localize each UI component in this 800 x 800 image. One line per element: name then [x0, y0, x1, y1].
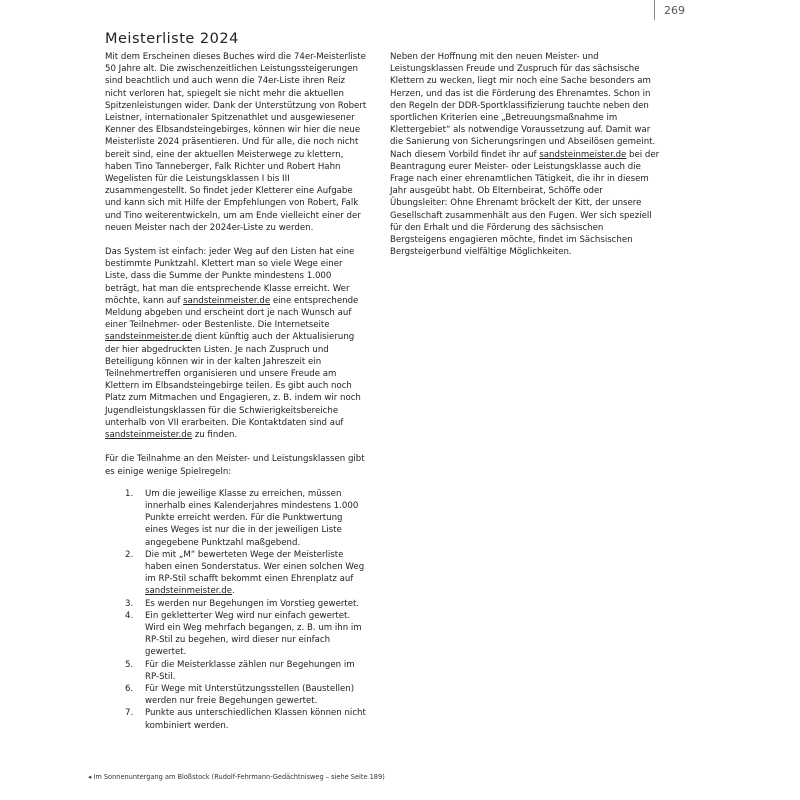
system-text-c: dient künftig auch der Aktualisierung der hier abgedruckten Listen. Je nach Zuspruch und Beteiligung können wir in der kalten Jahreszeit ein Teilnehmertreffen organisieren und unsere Freude am Klettern im Elbsandsteingebirge teilen. Es gibt auch noch Platz zum Mitmachen und Engagieren, z. B. indem wir noch Jugendleistungsklassen für die Schwierigkeitsbereiche unterhalb von VII erarbeiten. Die Kontaktdaten sind auf: [105, 332, 361, 428]
rule-number: 7.: [125, 708, 134, 719]
list-item: [105, 598, 367, 610]
rule-text: Die mit „M“ bewerteten Wege der Meisterliste haben einen Sonderstatus. Wer einen solchen Weg im RP-Stil schafft bekommt einen Ehrenplatz auf: [145, 549, 365, 585]
list-item: [105, 549, 367, 598]
intro-paragraph: Mit dem Erscheinen dieses Buches wird die 74er-Meisterliste 50 Jahre alt. Die zwischenzeitlichen Leistungssteigerungen sind beachtlich und auch wenn die 74er-Liste ihren Reiz nicht verloren hat, spiegelt sie nicht mehr die aktuellen Spitzenleistungen wider. Dank der Unterstützung von Robert Leistner, internationaler Spitzenathlet und ausgewiesener Kenner des Elbsandsteingebirges, können wir hier die neue Meisterliste 2024 präsentieren. Und für alle, die noch nicht bereit sind, eine der aktuellen Meisterwege zu klettern, haben Tino Tanneberger, Falk Richter und Robert Hahn Wegelisten für die Leistungsklassen I bis III zusammengestellt. So findet jeder Kletterer eine Aufgabe und kann sich mit Hilfe der Empfehlungen von Robert, Falk und Tino weiterentwickeln, um am Ende vielleicht einer der neuen Meister nach der 2024er-Liste zu werden.: [105, 52, 367, 233]
sandsteinmeister-link[interactable]: sandsteinmeister.de: [145, 586, 233, 597]
rule-number: 4.: [125, 610, 134, 621]
sandsteinmeister-link[interactable]: sandsteinmeister.de: [105, 430, 193, 441]
system-paragraph: [105, 246, 367, 441]
system-text-b: eine entsprechende Meldung abgeben und erscheint dort je nach Wunsch auf einer Teilnehmer- oder Bestenliste. Die Internetseite: [105, 295, 359, 331]
rules-intro-paragraph: Für die Teilnahme an den Meister- und Leistungsklassen gibt es einige wenige Spielregeln:: [105, 454, 365, 477]
rule-number: 1.: [125, 488, 134, 499]
rule-number: 3.: [125, 598, 134, 609]
rule-text: Es werden nur Begehungen im Vorstieg gewertet.: [145, 598, 360, 609]
volunteer-text-a: Neben der Hoffnung mit den neuen Meister- und Leistungsklassen Freude und Zuspruch für das sächsische Klettern zu wecken, liegt mir noch eine Sache besonders am Herzen, und das ist die Förderung des Ehrenamtes. Schon in den Regeln der DDR-Sportklassifizierung tauchte neben den sportlichen Kriterien eine „Betreuungsmaßnahme im Klettergebiet“ als notwendige Voraussetzung auf. Damit war die Sanierung von Sicherungsringen und Abseilösen gemeint. Nach diesem Vorbild findet ihr auf: [390, 52, 656, 160]
sandsteinmeister-link[interactable]: sandsteinmeister.de: [539, 149, 627, 160]
photo-caption: ◂ Im Sonnenuntergang am Bloßstock (Rudolf-Fehrmann-Gedächtnisweg – siehe Seite 189): [88, 773, 385, 781]
rules-list: [105, 488, 367, 732]
right-column: [390, 51, 662, 270]
list-item: [105, 610, 367, 659]
sandsteinmeister-link[interactable]: sandsteinmeister.de: [105, 332, 193, 343]
rule-text: Ein gekletterter Weg wird nur einfach gewertet. Wird ein Weg mehrfach begangen, z. B. um ihn im RP-Stil zu begehen, wird dieser nur einfach gewertet.: [145, 610, 362, 658]
rule-number: 2.: [125, 549, 134, 560]
list-item: [105, 659, 367, 683]
page-title: Meisterliste 2024: [105, 31, 239, 47]
rule-text: Um die jeweilige Klasse zu erreichen, müssen innerhalb eines Kalenderjahres mindestens 1.000 Punkte erreicht werden. Für die Punktwertung eines Weges ist nur die in der jeweiligen Liste angegebene Punktzahl maßgebend.: [145, 488, 359, 548]
sandsteinmeister-link[interactable]: sandsteinmeister.de: [183, 295, 271, 306]
volunteer-paragraph: [390, 51, 662, 258]
system-text-a: Das System ist einfach: jeder Weg auf den Listen hat eine bestimmte Punktzahl. Klettert man so viele Wege einer Liste, dass die Summe der Punkte mindestens 1.000 beträgt, hat man die entsprechende Klasse erreicht. Wer möchte, kann auf: [105, 247, 355, 306]
rule-number: 5.: [125, 659, 134, 670]
list-item: [105, 707, 367, 731]
rule-text: Für die Meisterklasse zählen nur Begehungen im RP-Stil.: [145, 659, 355, 682]
rule-number: 6.: [125, 683, 134, 694]
system-text-d: zu finden.: [192, 430, 238, 441]
list-item: [105, 488, 367, 549]
left-column: [105, 51, 367, 732]
rule-text: Punkte aus unterschiedlichen Klassen können nicht kombiniert werden.: [145, 708, 366, 731]
rule-text-end: .: [232, 586, 235, 597]
margin-rule: [654, 0, 655, 20]
page-number: 269: [664, 4, 685, 17]
rule-text: Für Wege mit Unterstützungsstellen (Baustellen) werden nur freie Begehungen gewertet.: [145, 683, 355, 707]
list-item: [105, 683, 367, 707]
volunteer-text-b: bei der Beantragung eurer Meister- oder Leistungsklasse auch die Frage nach einer ehrenamtlichen Tätigkeit, die ihr in diesem Jahr ausgeübt habt. Ob Elternbeirat, Schöffe oder Übungsleiter: Ohne Ehrenamt bröckelt der Kitt, der unsere Gesellschaft zusammenhält aus den Fugen. Wer sich speziell für den Erhalt und die Förderung des sächsischen Bergsteigens engagieren möchte, findet im Sächsischen Bergsteigerbund vielfältige Möglichkeiten.: [390, 149, 660, 258]
